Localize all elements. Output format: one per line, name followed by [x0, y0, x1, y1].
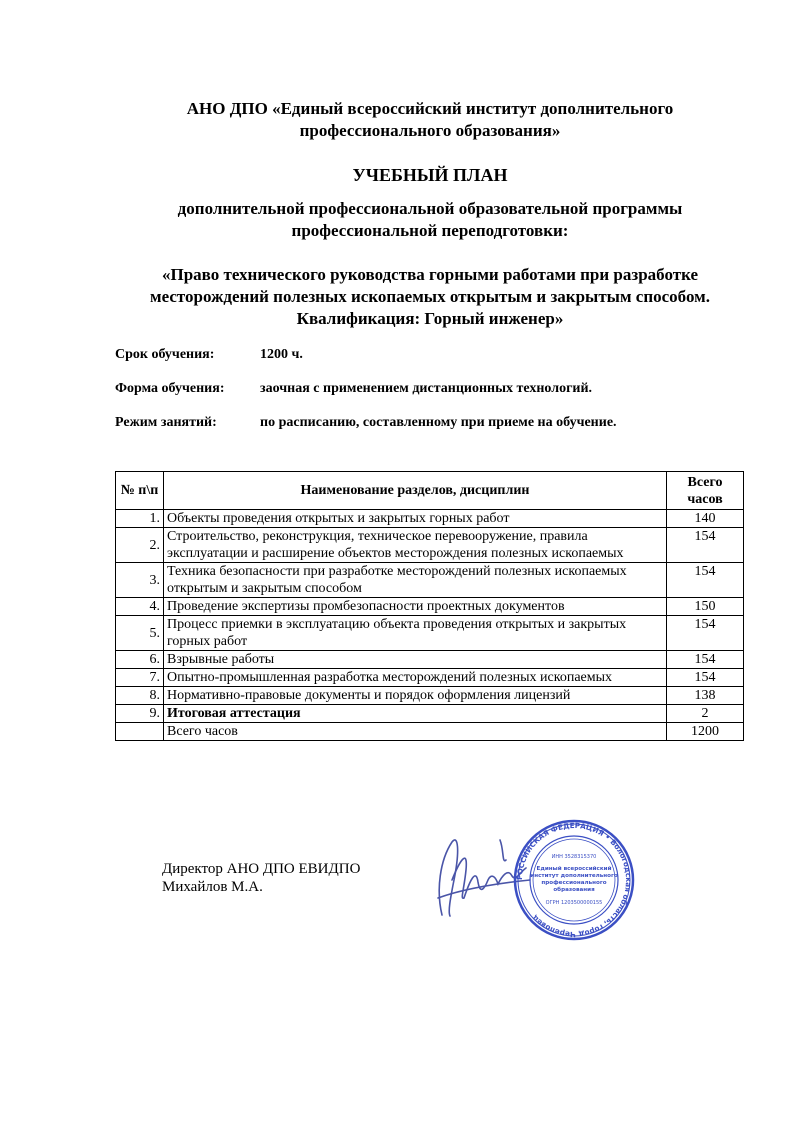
signatory-name: Михайлов М.А.: [162, 879, 263, 895]
institution-line-2: профессионального образования»: [299, 121, 561, 140]
table-header-row: [116, 472, 744, 510]
header-hours: [667, 472, 744, 510]
row-discipline-name: Строительство, реконструкция, техническое перевооружение, правила эксплуатации и расширение объектов месторождения полезных ископаемых: [164, 528, 667, 563]
stamp-inner-line-3: профессионального: [541, 880, 607, 886]
row-number: 7.: [116, 669, 164, 687]
table-body: [116, 510, 744, 723]
signature-stroke: [500, 840, 506, 861]
row-discipline-name: Нормативно-правовые документы и порядок оформления лицензий: [164, 687, 667, 705]
institution-line-1: АНО ДПО «Единый всероссийский институт дополнительного: [186, 99, 674, 118]
curriculum-table: [115, 471, 744, 741]
subtitle-line-1: дополнительной профессиональной образовательной программы: [177, 199, 683, 218]
mode-label: Режим занятий:: [115, 415, 217, 430]
header-name: Наименование разделов, дисциплин: [164, 472, 667, 510]
row-discipline-name: Итоговая аттестация: [164, 705, 667, 723]
row-hours: 2: [667, 705, 744, 723]
official-stamp: [512, 818, 636, 942]
table-row: [116, 510, 744, 528]
row-number: 4.: [116, 598, 164, 616]
table-row: [116, 651, 744, 669]
total-label: Всего часов: [164, 723, 667, 741]
stamp-outer-text: РОССИЙСКАЯ ФЕДЕРАЦИЯ • Вологодская область, город Череповец: [514, 820, 634, 940]
row-number: 6.: [116, 651, 164, 669]
signatory: [162, 860, 360, 896]
program-line-1: «Право технического руководства горными работами при разработке: [161, 265, 698, 284]
row-hours: 154: [667, 651, 744, 669]
row-hours: 138: [667, 687, 744, 705]
table-row: [116, 687, 744, 705]
mode-value: по расписанию, составленному при приеме на обучение.: [260, 415, 617, 430]
program-line-3: Квалификация: Горный инженер»: [296, 309, 564, 328]
total-hours: 1200: [667, 723, 744, 741]
row-hours: 140: [667, 510, 744, 528]
row-discipline-name: Взрывные работы: [164, 651, 667, 669]
subtitle-line-2: профессиональной переподготовки:: [291, 221, 569, 240]
program-name: [80, 264, 780, 330]
document-title: УЧЕБНЫЙ ПЛАН: [352, 165, 508, 185]
program-type: [80, 198, 780, 242]
header-num: № п\п: [116, 472, 164, 510]
table-row: [116, 528, 744, 563]
signature-stroke: [439, 840, 457, 916]
row-number: 9.: [116, 705, 164, 723]
total-row: [116, 723, 744, 741]
program-line-2: месторождений полезных ископаемых открытым и закрытым способом.: [150, 287, 710, 306]
form-value: заочная с применением дистанционных технологий.: [260, 381, 593, 396]
table-row: [116, 598, 744, 616]
stamp-inn: ИНН 3528315370: [551, 854, 597, 860]
row-hours: 154: [667, 563, 744, 598]
header-hours-line-2: часов: [687, 491, 723, 507]
stamp-inner-line-2: институт дополнительного: [530, 873, 618, 879]
signatory-position: Директор АНО ДПО ЕВИДПО: [162, 861, 361, 877]
row-discipline-name: Опытно-промышленная разработка месторождений полезных ископаемых: [164, 669, 667, 687]
table-row: [116, 563, 744, 598]
header-hours-line-1: Всего: [687, 474, 723, 490]
table-row: [116, 705, 744, 723]
row-discipline-name: Техника безопасности при разработке месторождений полезных ископаемых открытым и закрытым способом: [164, 563, 667, 598]
table-row: [116, 616, 744, 651]
row-number: 2.: [116, 528, 164, 563]
stamp-inner-line-4: образования: [553, 887, 595, 893]
table-row: [116, 669, 744, 687]
row-number: 8.: [116, 687, 164, 705]
row-hours: 154: [667, 669, 744, 687]
row-number: 5.: [116, 616, 164, 651]
duration-label: Срок обучения:: [115, 347, 215, 362]
stamp-inner-line-1: Единый всероссийский: [536, 866, 612, 872]
duration-value: 1200 ч.: [260, 347, 303, 362]
row-hours: 154: [667, 616, 744, 651]
form-label: Форма обучения:: [115, 381, 225, 396]
row-number: 3.: [116, 563, 164, 598]
total-num-cell: [116, 723, 164, 741]
row-hours: 154: [667, 528, 744, 563]
row-discipline-name: Объекты проведения открытых и закрытых горных работ: [164, 510, 667, 528]
row-hours: 150: [667, 598, 744, 616]
row-number: 1.: [116, 510, 164, 528]
row-discipline-name: Процесс приемки в эксплуатацию объекта проведения открытых и закрытых горных работ: [164, 616, 667, 651]
institution-title: [80, 98, 780, 142]
stamp-ogrn: ОГРН 1203500000155: [545, 900, 603, 906]
row-discipline-name: Проведение экспертизы промбезопасности проектных документов: [164, 598, 667, 616]
